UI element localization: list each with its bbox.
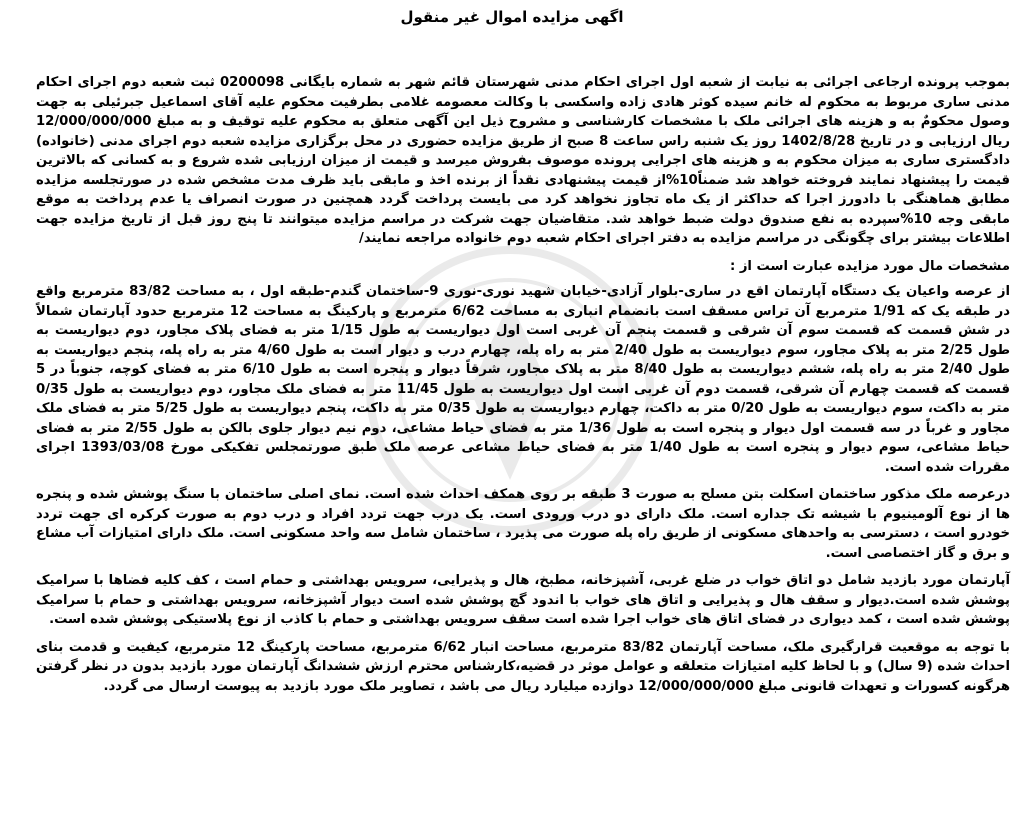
valuation-paragraph: با توجه به موقعیت قرارگیری ملک، مساحت آپارتمان 83/82 مترمربع، مساحت انبار 6/62 مترمربع، مساحت پارکینگ 12 مترمربع، کیفیت و قدمت بنای احداث شده (9 سال) و با لحاظ کلیه امتیازات متعلقه و عوامل موثر در قضیه،کارشناس محترم ارزش ششدانگ آپارتمان مورد بازدید بدون در نظر گرفتن هرگونه کسورات و تعهدات قانونی مبلغ 12/000/000/000 دوازده میلیارد ریال می باشد ، تصاویر ملک مورد بازدید به پیوست ارسال می گردد. xyxy=(36,639,1011,694)
property-boundaries-paragraph: از عرصه واعیان یک دستگاه آپارتمان اقع در ساری-بلوار آزادی-خیابان شهید نوری-نوری 9-ساختمان گندم-طبقه اول ، به مساحت 83/82 مترمربع واقع در طبقه یک که 1/91 مترمربع آن تراس مسقف است بانضمام انباری به مساحت 6/62 مترمربع و پارکینگ به مساحت 12 مترمربع حدود آپارتمان شمالاً در شش قسمت که قسمت سوم آن شرقی و قسمت پنجم آن غربی است اول دیواریست به طول 1/15 متر به فضای پلاک مجاور، دوم دیواریست به طول 2/25 متر به پلاک مجاور، سوم دیواریست به طول 2/40 متر به راه پله، چهارم درب و دیوار است به طول 4/60 متر به راه پله، پنجم دیواریست به طول 2/40 متر به راه پله، ششم دیواریست به طول 8/40 متر به پلاک مجاور، شرقاً دیوار و پنجره است به طول 6/10 متر به فضای کوچه، جنوباً در 5 قسمت که قسمت چهارم آن شرقی، قسمت دوم آن غربی است اول دیواریست به طول 11/45 متر به فضای ملک مجاور، دوم دیواریست به طول 0/35 متر به داکت، سوم دیواریست به طول 0/20 متر به داکت، چهارم دیواریست به طول 0/35 متر به داکت، پنجم دیواریست به طول 5/25 متر به فضای ملک مجاور و غرباً در سه قسمت اول دیوار و پنجره است به طول 1/36 متر به فضای حیاط مشاعی، دوم نیم دیوار جلوی بالکن به طول 2/55 متر به فضای حیاط مشاعی، سوم دیوار و پنجره است به طول 1/40 متر به فضای حیاط مشاعی عرصه ملک طبق صورتمجلس تفکیکی مورخ 1393/03/08 اجرای مقررات شده است. xyxy=(36,284,1011,475)
document-body xyxy=(36,73,1010,704)
property-specs-heading: مشخصات مال مورد مزایده عبارت است از : xyxy=(729,258,1010,274)
notice-paragraph-intro: بموجب پرونده ارجاعی اجرائی به نیابت از شعبه اول اجرای احکام مدنی شهرستان قائم شهر به شماره بایگانی 0200098 ثبت شعبه دوم اجرای احکام مدنی ساری مربوط به محکوم له خانم سیده کوثر هادی زاده واسکسی با وکالت معصومه غلامی بطرفیت محکوم علیه آقای اسماعیل جبرئیلی به جهت وصول محکومٌ به و هزینه های اجرائی ملک با مشخصات کارشناسی و مشروح ذیل این آگهی متعلق به محکوم علیه توقیف و به مبلغ 12/000/000/000 ریال ارزیابی و در تاریخ 1402/8/28 روز یک شنبه راس ساعت 8 صبح از طریق مزایده حضوری در محل برگزاری مزایده شعبه دوم اجرای مدنی (خانواده) دادگستری ساری به میزان محکوم به و هزینه های اجرایی پرونده موصوف بفروش میرسد و قیمت از میزان ارزیابی شده شروع و به کسانی که بالاترین قیمت را پیشنهاد نمایند فروخته خواهد شد ضمناً10%از قیمت پیشنهادی نقداً از برنده اخذ و مابقی باید ظرف مدت مشخص شده در صورتجلسه مزایده مطابق هماهنگی با دادورز اجرا که حداکثر از یک ماه تجاوز نخواهد کرد می بایست پرداخت گردد همچنین در صورت انصراف یا عدم پرداخت به موقع مابقی وجه 10%سپرده به نفع صندوق دولت ضبط خواهد شد. متقاضیان جهت شرکت در مراسم مزایده میتوانند تا پنج روز قبل از تاریخ مزایده جهت اطلاعات بیشتر برای چگونگی در مراسم مزایده به دفتر اجرای احکام شعبه دوم خانواده مراجعه نمایند/ xyxy=(36,75,1011,246)
document-title: اگهی مزایده اموال غیر منقول xyxy=(400,8,624,26)
apartment-interior-paragraph: آپارتمان مورد بازدید شامل دو اتاق خواب در ضلع غربی، آشپزخانه، مطبخ، هال و پذیرایی، سرویس بهداشتی و حمام است ، کف کلیه فضاها با سرامیک پوشش شده است.دیوار و سقف هال و پذیرایی و اتاق های خواب با اندود گچ پوشش شده است دیوار آشپزخانه، سرویس بهداشتی و حمام با سرامیک پوشش شده است ، کمد دیواری در فضای اتاق های خواب اجرا شده است سقف سرویس بهداشتی و حمام با کاذب از نوع پلاستیکی پوشش شده است. xyxy=(36,573,1010,627)
building-description-paragraph: درعرصه ملک مذکور ساختمان اسکلت بتن مسلح به صورت 3 طبقه بر روی همکف احداث شده است. نمای اصلی ساختمان با سنگ پوشش شده و پنجره ها از نوع آلومینیوم با شیشه تک جداره است. ملک دارای دو درب ورودی است. یک درب جهت تردد افراد و درب دوم به صورت کرکره ای جهت تردد خودرو است ، دسترسی به واحدهای مسکونی از طریق راه پله صورت می پذیرد ، ساختمان شامل سه واحد مسکونی است. ملک دارای امتیازات آب مشاع و برق و گاز اختصاصی است. xyxy=(36,487,1010,561)
